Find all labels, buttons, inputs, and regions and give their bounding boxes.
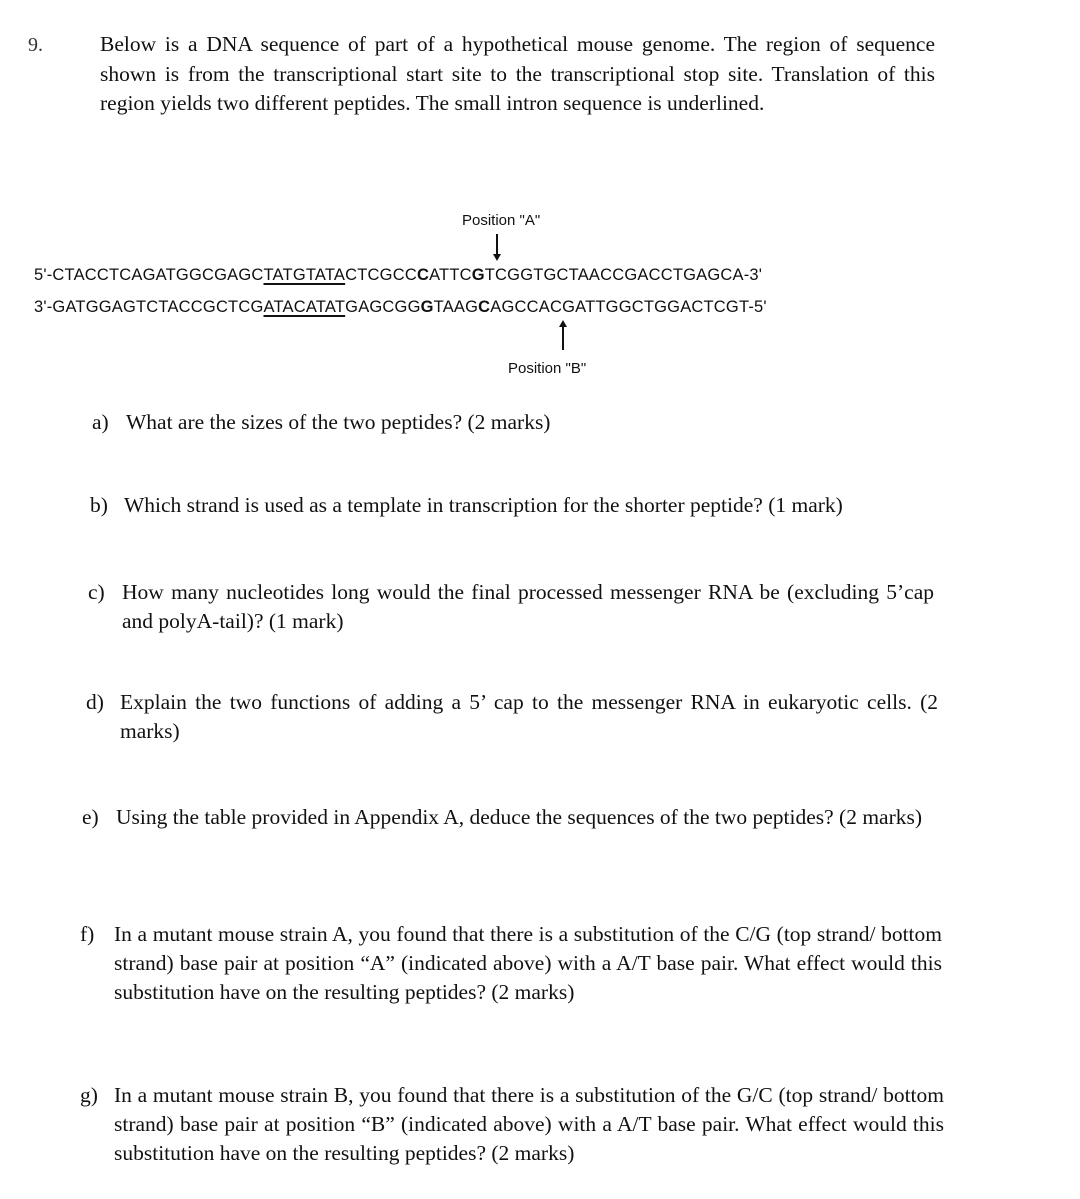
position-b-label: Position "B"	[508, 360, 587, 377]
question-number: 9.	[28, 34, 43, 56]
bottom-strand-intron: ATACATAT	[263, 298, 346, 316]
question-e	[82, 803, 941, 832]
bottom-strand-5prime-end: -5'	[748, 298, 767, 316]
bottom-strand-exon3: TAAG	[433, 298, 479, 316]
top-strand-sequence	[34, 266, 762, 285]
top-strand-exon2: CTCGCC	[345, 266, 417, 284]
bottom-strand-exon4: AGCCACGATTGGCTGGACTCGT	[490, 298, 749, 316]
bottom-strand-position-b-base: C	[478, 298, 491, 316]
bottom-strand-sequence	[34, 298, 767, 317]
question-c	[88, 578, 934, 636]
bottom-strand-3prime-end: 3'-	[34, 298, 53, 316]
question-f-label: f)	[80, 922, 95, 946]
bottom-strand-exon1: GATGGAGTCTACCGCTCG	[52, 298, 264, 316]
question-e-text: Using the table provided in Appendix A, deduce the sequences of the two peptides? (2 marks)	[116, 805, 923, 829]
question-f-text: In a mutant mouse strain A, you found that there is a substitution of the C/G (top strand/ bottom strand) base pair at position “A” (indicated above) with a A/T base pair. What effect would this substitution have on the resulting peptides? (2 marks)	[114, 922, 942, 1004]
question-d-text: Explain the two functions of adding a 5’ cap to the messenger RNA in eukaryotic cells. (2 marks)	[120, 690, 938, 743]
top-strand-exon4: TCGGTGCTAACCGACCTGAGCA	[484, 266, 744, 284]
top-strand-exon1: CTACCTCAGATGGCGAGC	[52, 266, 264, 284]
top-strand-intron: TATGTATA	[263, 266, 346, 284]
bottom-strand-exon2: GAGCGG	[345, 298, 421, 316]
question-a-text: What are the sizes of the two peptides? (2 marks)	[126, 410, 551, 434]
question-b	[90, 491, 944, 520]
question-a	[92, 408, 946, 437]
question-g-text: In a mutant mouse strain B, you found that there is a substitution of the G/C (top strand/ bottom strand) base pair at position “B” (indicated above) with a A/T base pair. What effect would this substitution have on the resulting peptides? (2 marks)	[114, 1083, 944, 1165]
position-a-label: Position "A"	[462, 212, 541, 229]
question-d-label: d)	[86, 690, 104, 714]
question-a-label: a)	[92, 410, 109, 434]
top-strand-3prime-end: -3'	[743, 266, 763, 284]
question-e-label: e)	[82, 805, 99, 829]
question-c-label: c)	[88, 580, 105, 604]
question-c-text: How many nucleotides long would the final processed messenger RNA be (excluding 5’cap and polyA-tail)? (1 mark)	[122, 580, 934, 633]
top-strand-5prime-end: 5'-	[34, 266, 53, 284]
question-b-text: Which strand is used as a template in transcription for the shorter peptide? (1 mark)	[124, 493, 843, 517]
question-b-label: b)	[90, 493, 108, 517]
question-g-label: g)	[80, 1083, 98, 1107]
intro-paragraph: Below is a DNA sequence of part of a hypothetical mouse genome. The region of sequence shown is from the transcriptional start site to the transcriptional stop site. Translation of this region yields two different peptides. The small intron sequence is underlined.	[100, 32, 935, 115]
question-f	[80, 920, 942, 1007]
top-strand-position-b-base: G	[471, 266, 485, 284]
top-strand-exon3: ATTC	[429, 266, 472, 284]
question-d	[86, 688, 938, 746]
question-g	[80, 1081, 944, 1168]
top-strand-position-a-base: C	[416, 266, 430, 284]
bottom-strand-position-a-base: G	[420, 298, 434, 316]
